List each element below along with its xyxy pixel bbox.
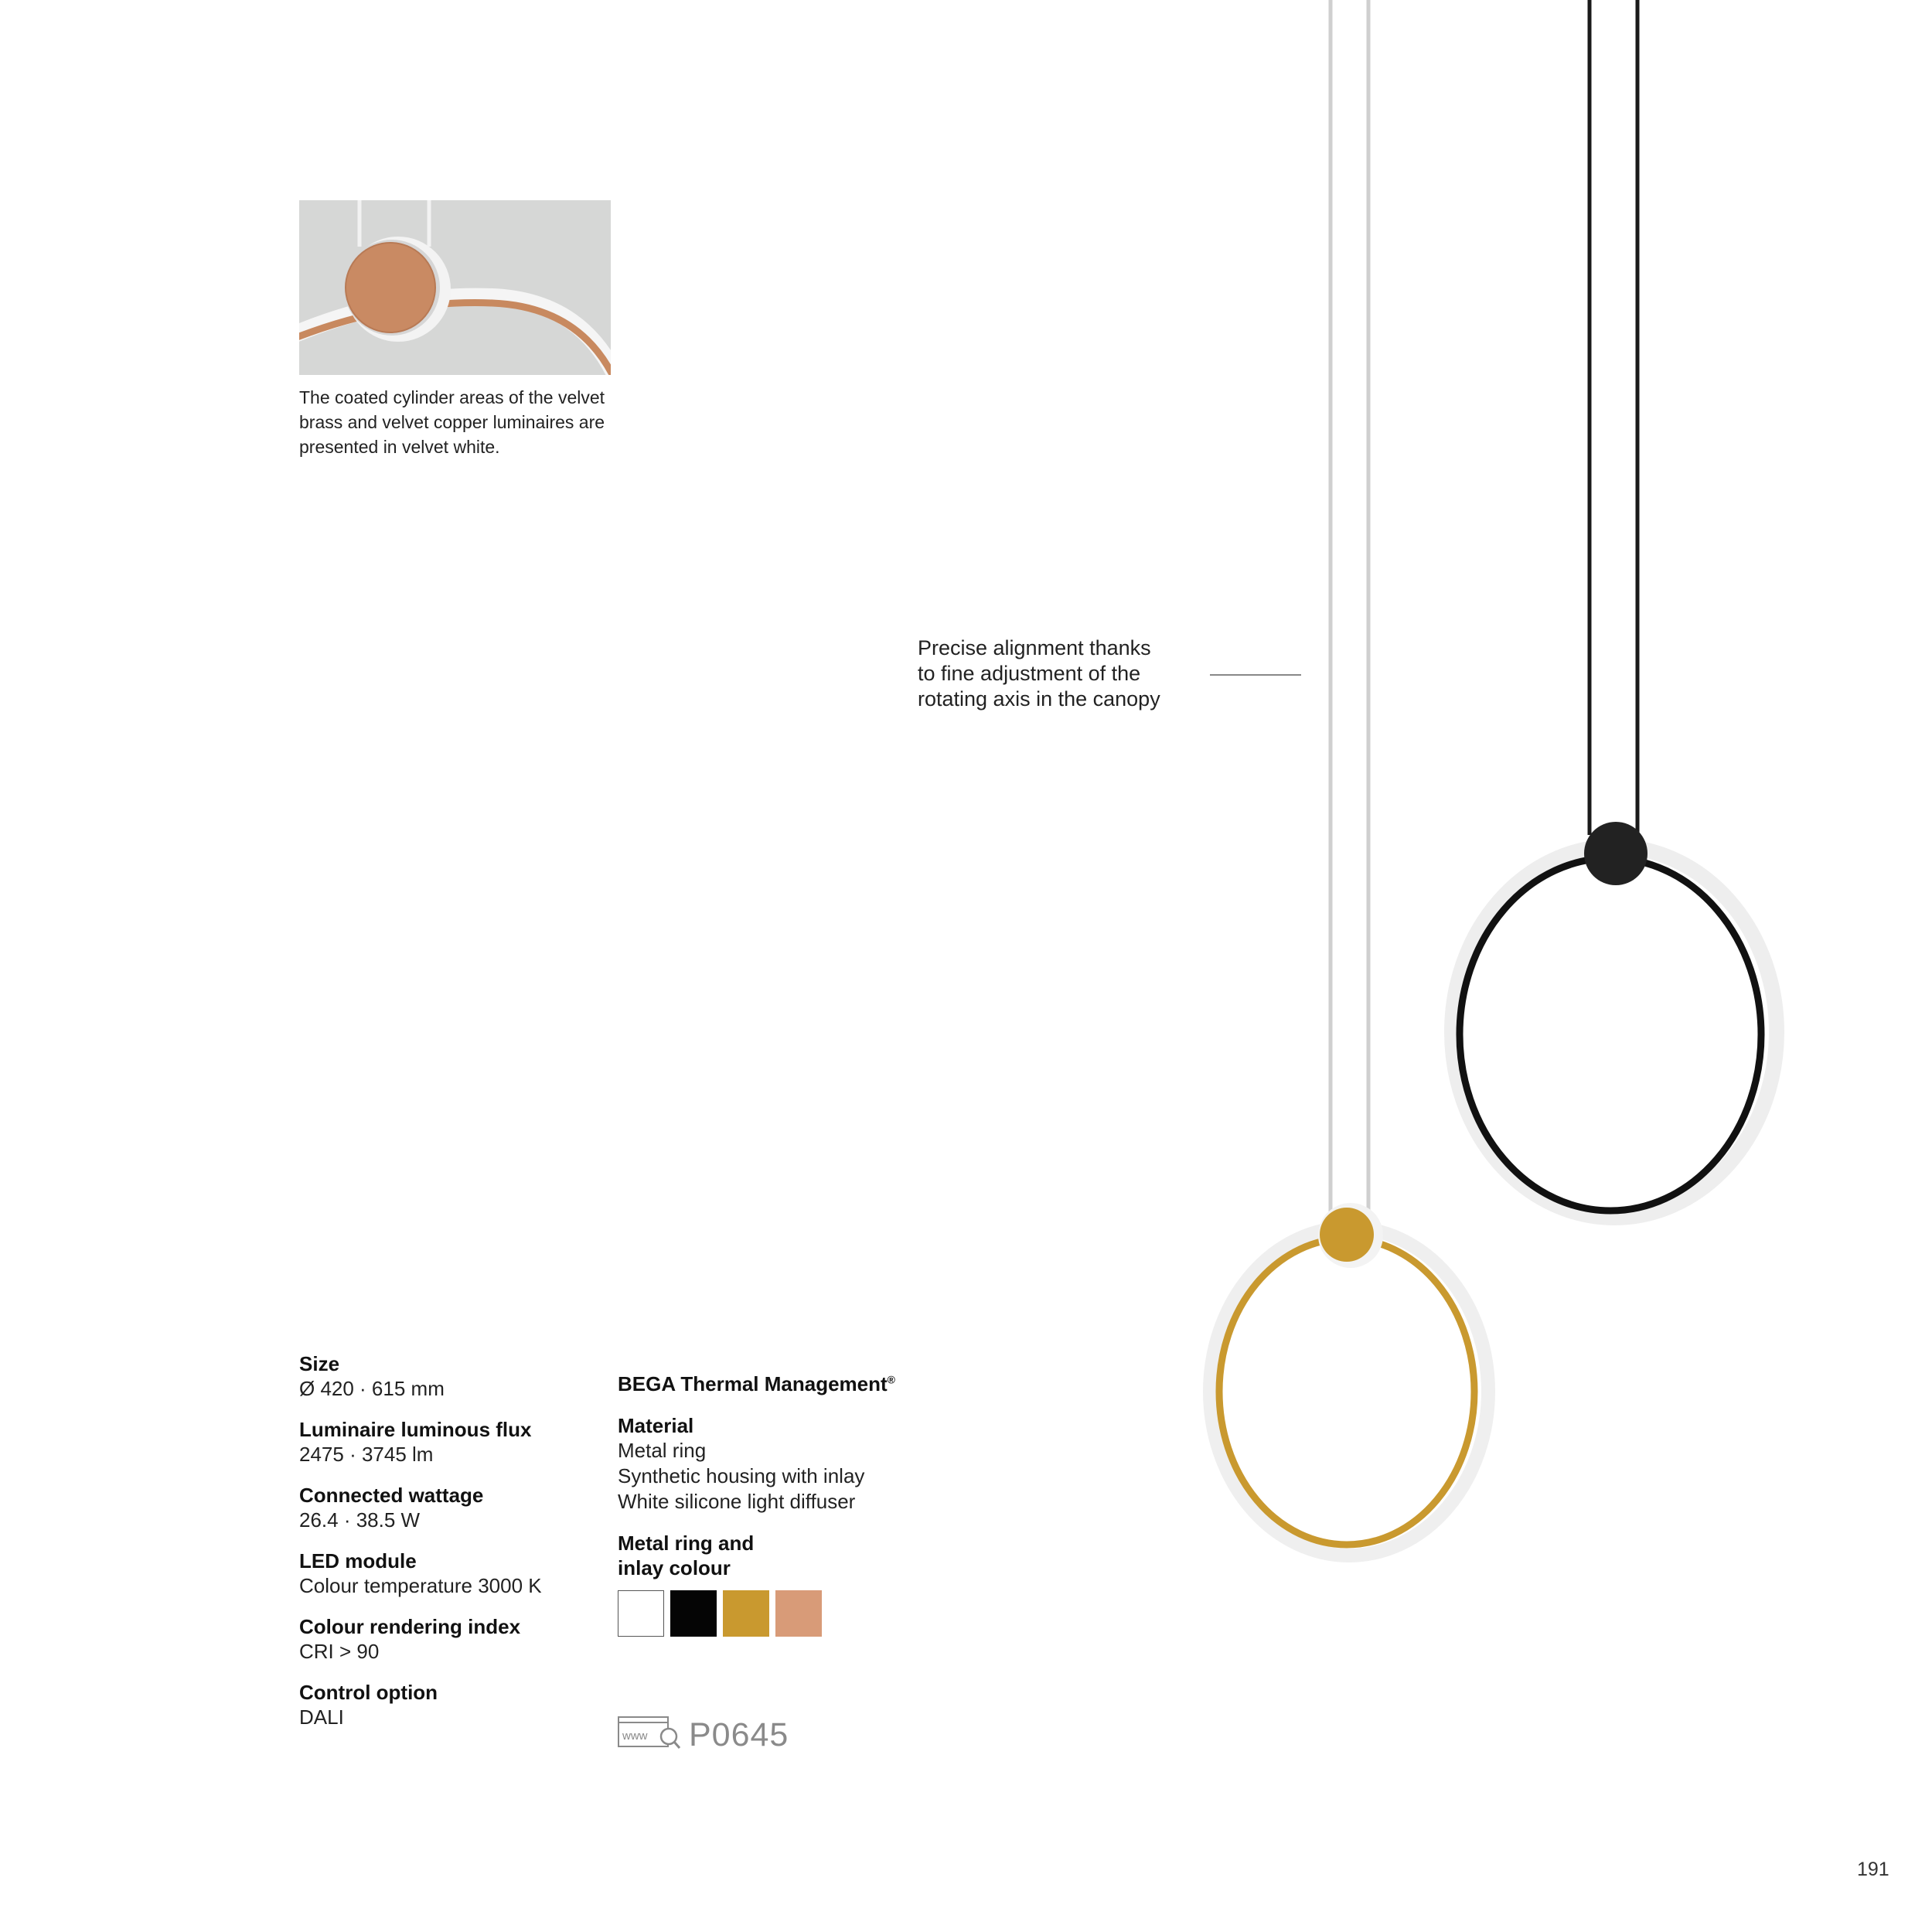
- spec-control-option: [299, 1680, 608, 1729]
- spec-led-module-value: Colour temperature 3000 K: [299, 1574, 542, 1597]
- callout-line-1: Precise alignment thanks: [918, 636, 1151, 659]
- spec-luminous-flux: [299, 1417, 608, 1467]
- callout-text: [918, 635, 1196, 712]
- brass-ring: [1219, 1239, 1474, 1545]
- material-line-1: Metal ring: [618, 1439, 707, 1462]
- spec-led-module-label: LED module: [299, 1549, 417, 1573]
- ring-colour-label-line-2: inlay colour: [618, 1556, 731, 1579]
- material-block: [618, 1413, 942, 1515]
- spec-size-label: Size: [299, 1352, 340, 1375]
- material-line-3: White silicone light diffuser: [618, 1490, 856, 1513]
- spec-control-option-value: DALI: [299, 1705, 344, 1729]
- product-code: P0645: [689, 1716, 789, 1753]
- spec-luminous-flux-value: 2475 · 3745 lm: [299, 1443, 434, 1466]
- web-search-icon: [618, 1715, 681, 1756]
- spec-connected-wattage: [299, 1483, 608, 1532]
- brass-canopy-cap: [1320, 1208, 1374, 1262]
- spec-control-option-label: Control option: [299, 1681, 438, 1704]
- colour-swatches: [618, 1590, 822, 1637]
- spec-cri-value: CRI > 90: [299, 1640, 380, 1663]
- detail-caption: The coated cylinder areas of the velvet brass and velvet copper luminaires are presented in velvet white.: [299, 387, 605, 457]
- spec-connected-wattage-value: 26.4 · 38.5 W: [299, 1508, 421, 1532]
- swatch-velvet-copper: [775, 1590, 822, 1637]
- callout-line-3: rotating axis in the canopy: [918, 687, 1160, 710]
- page-number: 191: [1857, 1859, 1889, 1880]
- thermal-management-label: BEGA Thermal Management: [618, 1372, 888, 1395]
- web-icon-text: www: [622, 1729, 648, 1743]
- spec-luminous-flux-label: Luminaire luminous flux: [299, 1418, 532, 1441]
- spec-size: [299, 1351, 608, 1401]
- swatch-black: [670, 1590, 717, 1637]
- callout-line-2: to fine adjustment of the: [918, 662, 1141, 685]
- swatch-white: [618, 1590, 664, 1637]
- spec-connected-wattage-label: Connected wattage: [299, 1484, 484, 1507]
- callout-leader-line: [1210, 674, 1301, 676]
- material-label: Material: [618, 1414, 694, 1437]
- spec-size-value: Ø 420 · 615 mm: [299, 1377, 445, 1400]
- black-ring: [1460, 858, 1761, 1211]
- thermal-management: [618, 1372, 895, 1396]
- spec-led-module: [299, 1549, 608, 1598]
- registered-mark: ®: [887, 1373, 895, 1386]
- spec-cri: [299, 1614, 608, 1664]
- swatch-velvet-brass: [723, 1590, 769, 1637]
- brass-ring-diffuser: [1210, 1228, 1488, 1555]
- ring-colour-block: [618, 1531, 865, 1580]
- ring-colour-label-line-1: Metal ring and: [618, 1532, 755, 1555]
- black-canopy-cap: [1584, 822, 1647, 885]
- spec-cri-label: Colour rendering index: [299, 1615, 521, 1638]
- material-line-2: Synthetic housing with inlay: [618, 1464, 865, 1487]
- black-ring-diffuser: [1452, 847, 1777, 1218]
